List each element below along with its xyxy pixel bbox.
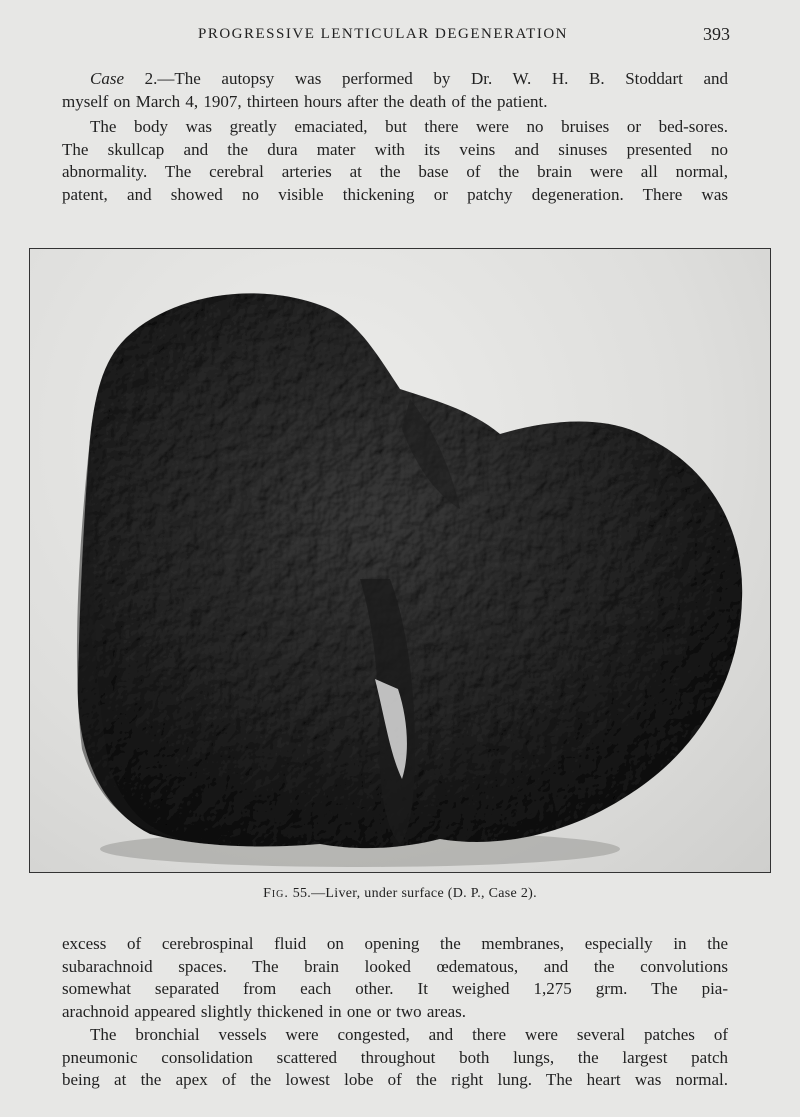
paragraph-body-exam — [62, 116, 728, 206]
paragraph-lungs — [62, 1024, 728, 1092]
running-head-title: PROGRESSIVE LENTICULAR DEGENERATION — [198, 26, 568, 42]
figure-caption-text: 55.—Liver, under surface (D. P., Case 2). — [288, 886, 537, 901]
text-line: excess of cerebrospinal fluid on opening the membranes, especially in the — [62, 934, 728, 953]
case-label: Case — [90, 69, 124, 88]
page-number: 393 — [703, 24, 730, 44]
text-line: subarachnoid spaces. The brain looked œdematous, and the convolutions — [62, 956, 728, 976]
text-line: myself on March 4, 1907, thirteen hours after the death of the patient. — [62, 91, 548, 111]
paragraph-case-2-intro — [62, 68, 728, 113]
figure-label: Fig. — [263, 886, 289, 901]
text-line: arachnoid appeared slightly thickened in one or two areas. — [62, 1001, 467, 1021]
liver-photograph — [29, 248, 771, 873]
liver-photo-illustration — [30, 249, 770, 872]
text-line: The skullcap and the dura mater with its veins and sinuses presented no — [62, 139, 728, 159]
text-line: being at the apex of the lowest lobe of the right lung. The heart was normal. — [62, 1070, 728, 1089]
text-line: pneumonic consolidation scattered throughout both lungs, the largest patch — [62, 1047, 728, 1067]
text-line: abnormality. The cerebral arteries at the base of the brain were all normal, — [62, 162, 728, 181]
text-line: The body was greatly emaciated, but there were no bruises or bed-sores. — [90, 117, 728, 136]
paragraph-brain — [62, 933, 728, 1023]
text-line: patent, and showed no visible thickening or patchy degeneration. There was — [62, 184, 728, 204]
text-line: somewhat separated from each other. It weighed 1,275 grm. The pia- — [62, 979, 728, 998]
text-line: The bronchial vessels were congested, and there were several patches of — [90, 1025, 728, 1044]
text-line: Case 2.—The autopsy was performed by Dr. W. H. B. Stoddart and — [90, 69, 728, 88]
figure-caption — [0, 886, 800, 902]
